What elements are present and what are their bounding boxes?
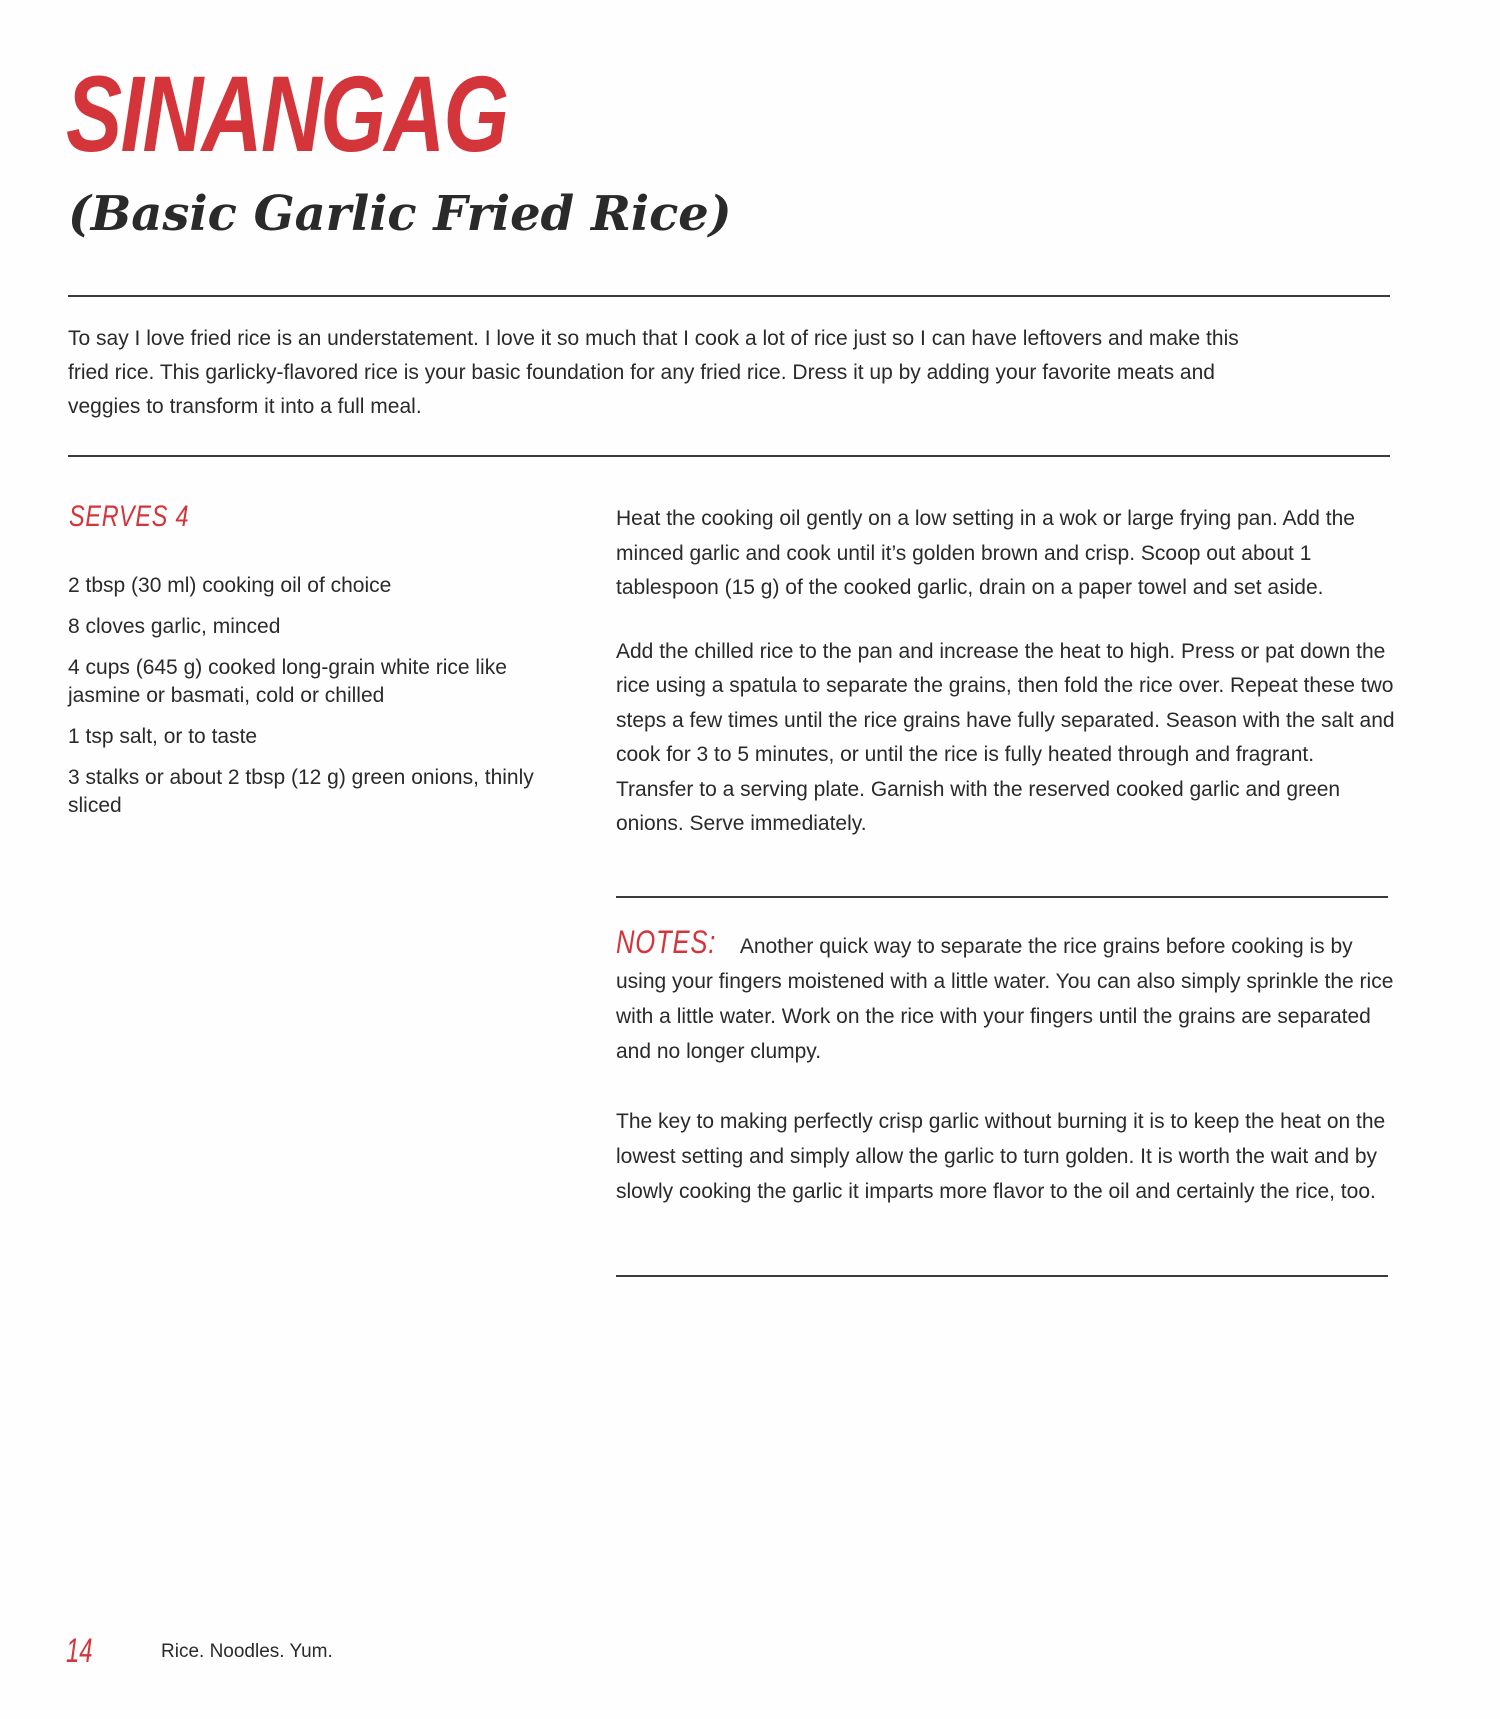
book-title: Rice. Noodles. Yum. [161, 1641, 333, 1662]
divider-notes [616, 1275, 1388, 1277]
divider-method [616, 896, 1388, 898]
method-section [616, 502, 1396, 871]
recipe-subtitle: (Basic Garlic Fried Rice) [68, 186, 732, 242]
note-text: Another quick way to separate the rice grains before cooking is by using your fingers moistened with a little water. You can also simply sprinkle the rice with a little water. Work on the rice with your fingers until the grains are separated and no longer clumpy. [616, 935, 1394, 1063]
ingredient-item: 2 tbsp (30 ml) cooking oil of choice [68, 574, 392, 597]
serves-label: SERVES 4 [69, 500, 190, 533]
method-step: Heat the cooking oil gently on a low setting in a wok or large frying pan. Add the minced garlic and cook until it’s golden brown and crisp. Scoop out about 1 tablespoon (15 g) of the cooked garlic, drain on a paper towel and set aside. [616, 507, 1355, 599]
method-step: Add the chilled rice to the pan and increase the heat to high. Press or pat down the rice using a spatula to separate the grains, then fold the rice over. Repeat these two steps a few times until the rice grains have fully separated. Season with the salt and cook for 3 to 5 minutes, or until the rice is fully heated through and fragrant. Transfer to a serving plate. Garnish with the reserved cooked garlic and green onions. Serve immediately. [616, 639, 1395, 835]
ingredient-list [68, 572, 568, 833]
ingredient-item: 3 stalks or about 2 tbsp (12 g) green onions, thinly sliced [68, 766, 534, 817]
ingredient-item: 1 tsp salt, or to taste [68, 725, 258, 748]
divider-top [68, 295, 1390, 297]
note-paragraph [616, 925, 1396, 1069]
page-number: 14 [66, 1632, 93, 1670]
ingredient-item: 4 cups (645 g) cooked long-grain white rice like jasmine or basmati, cold or chilled [68, 656, 507, 707]
recipe-intro: To say I love fried rice is an understatement. I love it so much that I cook a lot of rice just so I can have leftovers and make this fried rice. This garlicky-flavored rice is your basic foundation for any fried rice. Dress it up by adding your favorite meats and veggies to transform it into a full meal. [68, 327, 1239, 418]
ingredient-item: 8 cloves garlic, minced [68, 615, 281, 638]
divider-intro [68, 455, 1390, 457]
notes-label: NOTES: [616, 924, 717, 960]
recipe-title: SINANGAG [66, 53, 508, 174]
notes-section [616, 925, 1396, 1244]
note-paragraph: The key to making perfectly crisp garlic without burning it is to keep the heat on the lowest setting and simply allow the garlic to turn golden. It is worth the wait and by slowly cooking the garlic it imparts more flavor to the oil and certainly the rice, too. [616, 1110, 1386, 1203]
